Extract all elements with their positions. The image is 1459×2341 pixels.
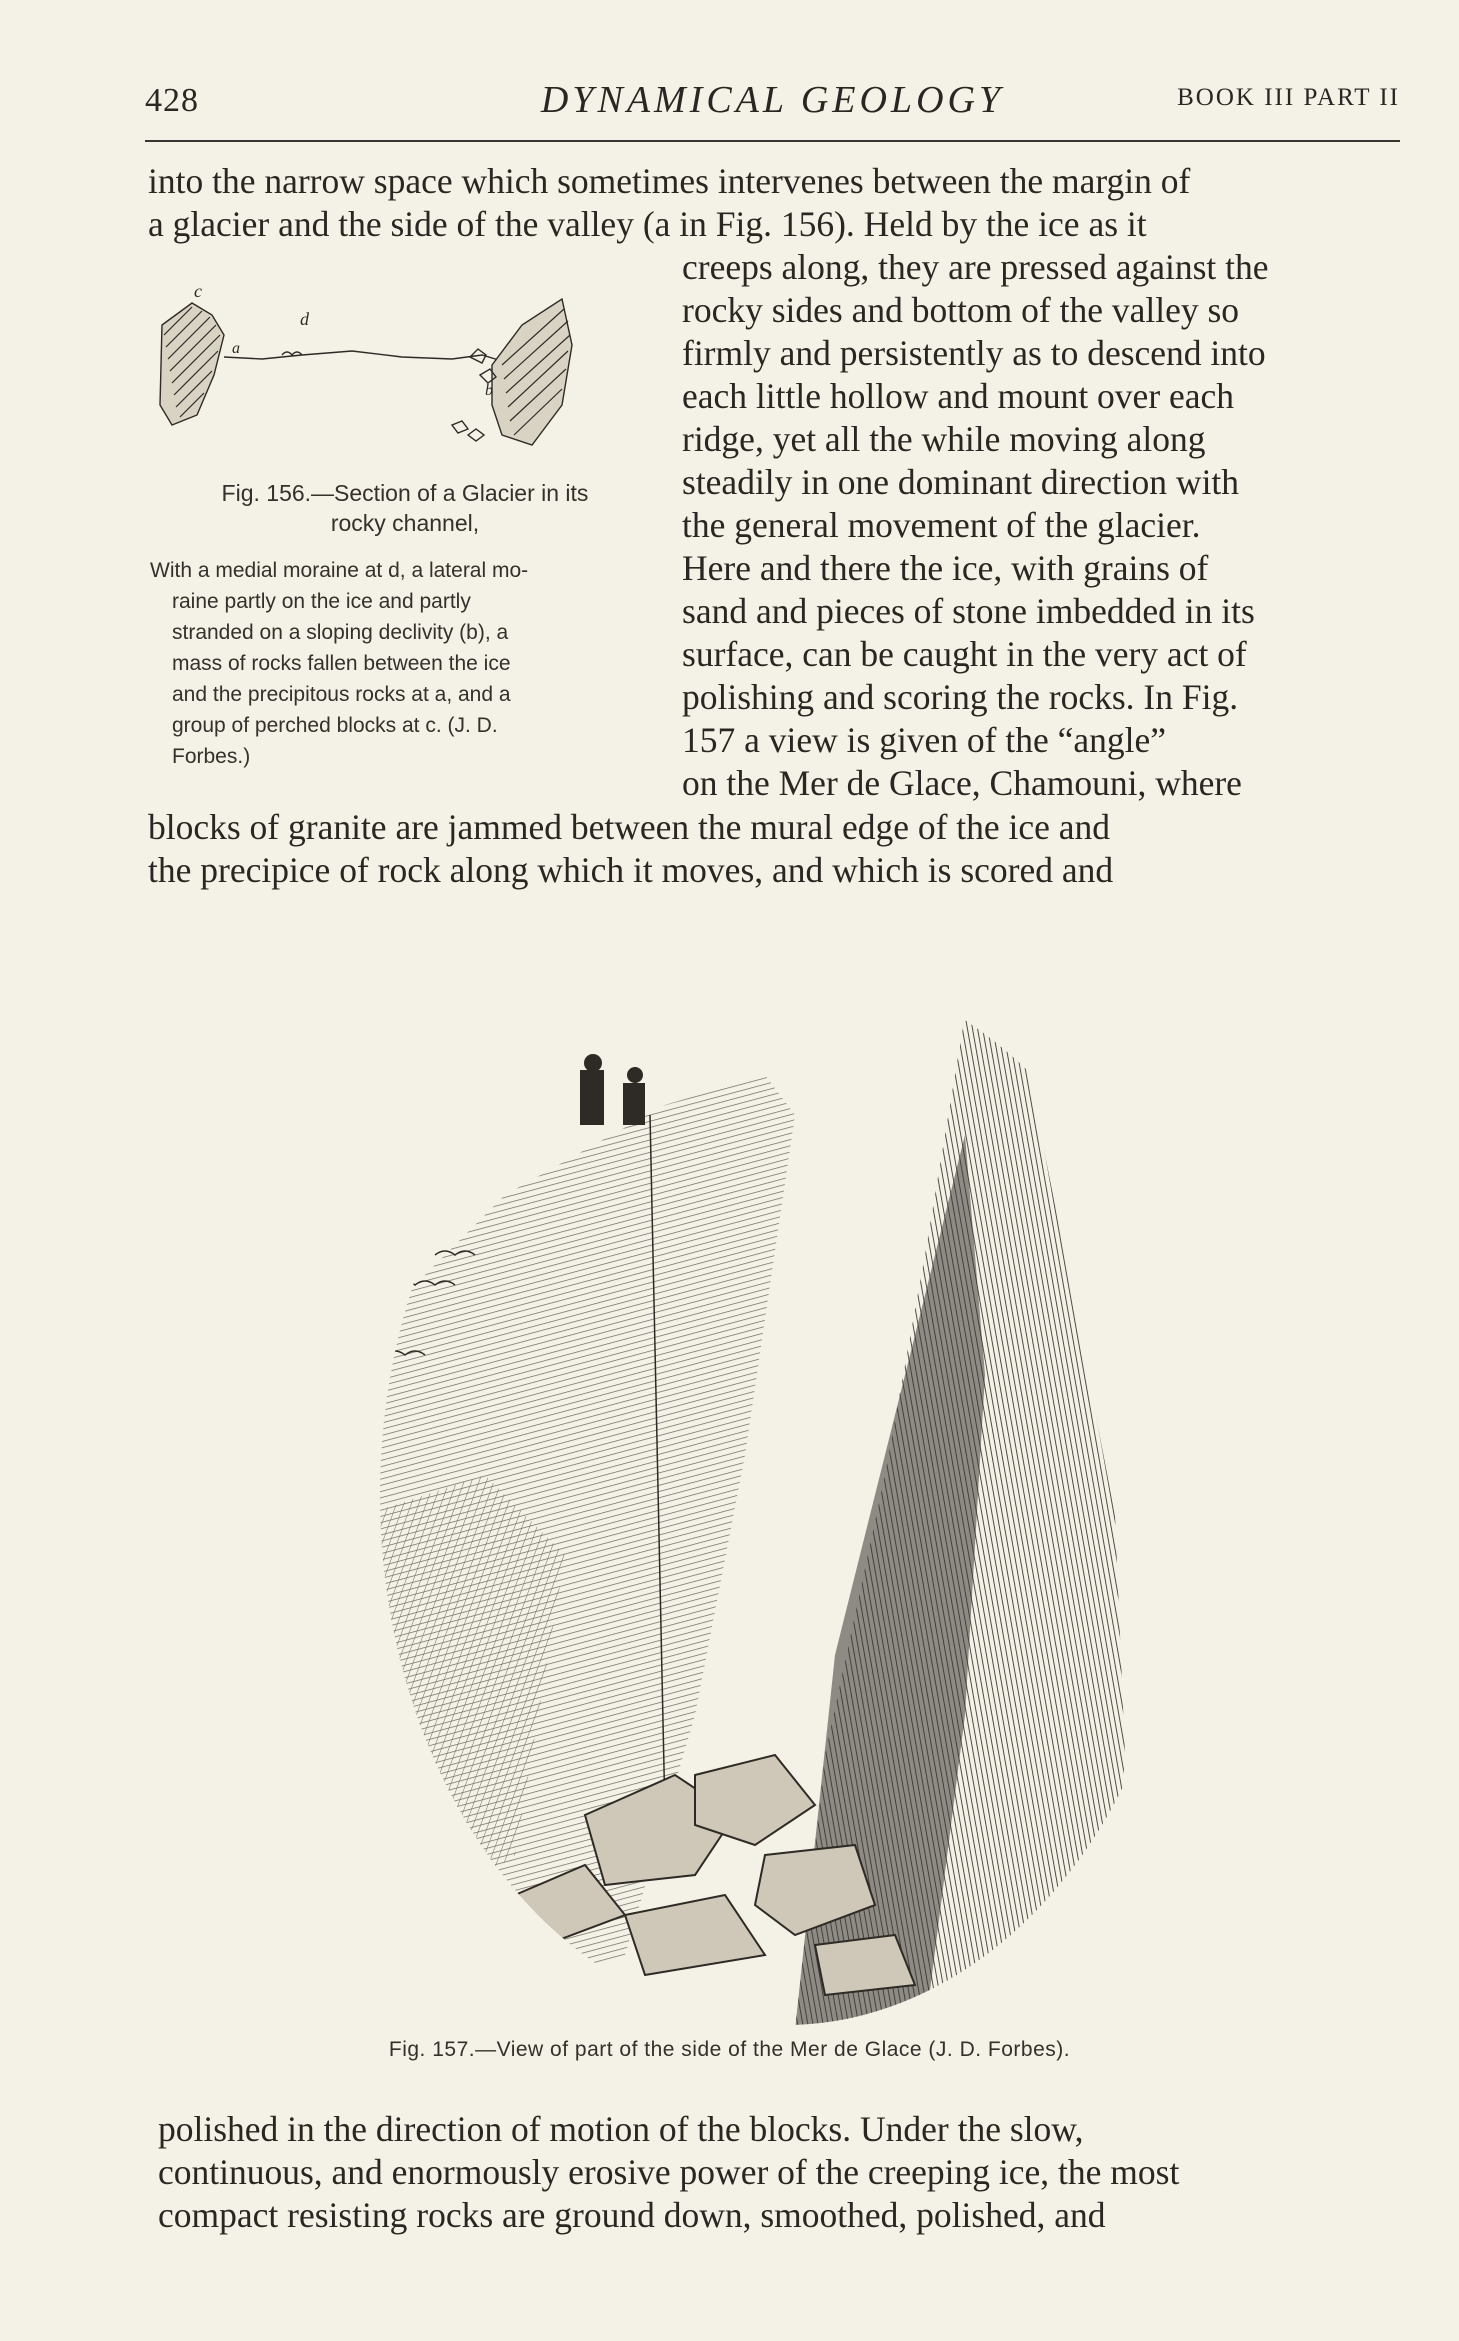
fig156-note (150, 555, 660, 772)
header-rule (145, 140, 1400, 142)
text-line: steadily in one dominant direction with (682, 462, 1240, 502)
text-line: on the Mer de Glace, Chamouni, where (682, 763, 1242, 803)
note-line: group of perched blocks at c. (J. D. (172, 714, 498, 737)
note-line: raine partly on the ice and partly (172, 590, 471, 613)
text-line: rocky sides and bottom of the valley so (682, 290, 1240, 330)
fig156-label-d: d (300, 309, 309, 329)
note-line: Forbes.) (172, 745, 251, 768)
text-line: a glacier and the side of the valley (a in Fig. 156). Held by the ice as it (148, 204, 1147, 244)
text-line: firmly and persistently as to descend into (682, 333, 1266, 373)
text-line: polishing and scoring the rocks. In Fig. (682, 677, 1239, 717)
note-line: stranded on a sloping declivity (b), a (172, 621, 509, 644)
text-line: creeps along, they are pressed against the (682, 247, 1269, 287)
text-line: sand and pieces of stone imbedded in its (682, 591, 1255, 631)
text-line: Here and there the ice, with grains of (682, 548, 1209, 588)
text-line: the general movement of the glacier. (682, 505, 1201, 545)
glacier-section-figure (152, 285, 642, 465)
text-line: compact resisting rocks are ground down, smoothed, polished, and (158, 2195, 1106, 2235)
text-line: surface, can be caught in the very act of (682, 634, 1247, 674)
running-title: DYNAMICAL GEOLOGY (540, 79, 1005, 121)
text-line: each little hollow and mount over each (682, 376, 1235, 416)
note-line: With a medial moraine at d, a lateral mo- (150, 559, 529, 582)
text-line: into the narrow space which sometimes intervenes between the margin of (148, 161, 1191, 201)
caption-line: rocky channel, (330, 510, 480, 536)
caption-line: Fig. 156.—Section of a Glacier in its (221, 480, 589, 506)
mer-de-glace-engraving (365, 955, 1205, 2030)
section-label: BOOK III PART II (1177, 84, 1400, 111)
fig157-caption: Fig. 157.—View of part of the side of the Mer de Glace (J. D. Forbes). (388, 2038, 1071, 2061)
text-line: blocks of granite are jammed between the mural edge of the ice and (148, 807, 1111, 847)
page-number: 428 (145, 82, 199, 119)
fig156-label-b: b (485, 382, 493, 399)
text-line: 157 a view is given of the “angle” (682, 720, 1167, 760)
note-line: and the precipitous rocks at a, and a (172, 683, 511, 706)
fig156-label-c: c (194, 285, 202, 301)
text-line: polished in the direction of motion of the blocks. Under the slow, (158, 2109, 1084, 2149)
text-line: the precipice of rock along which it moves, and which is scored and (148, 850, 1114, 890)
fig156-label-a: a (232, 340, 240, 357)
text-line: continuous, and enormously erosive power of the creeping ice, the most (158, 2152, 1180, 2192)
fig156-caption (150, 478, 660, 538)
note-line: mass of rocks fallen between the ice (172, 652, 511, 675)
running-header (145, 72, 1400, 132)
text-line: ridge, yet all the while moving along (682, 419, 1206, 459)
